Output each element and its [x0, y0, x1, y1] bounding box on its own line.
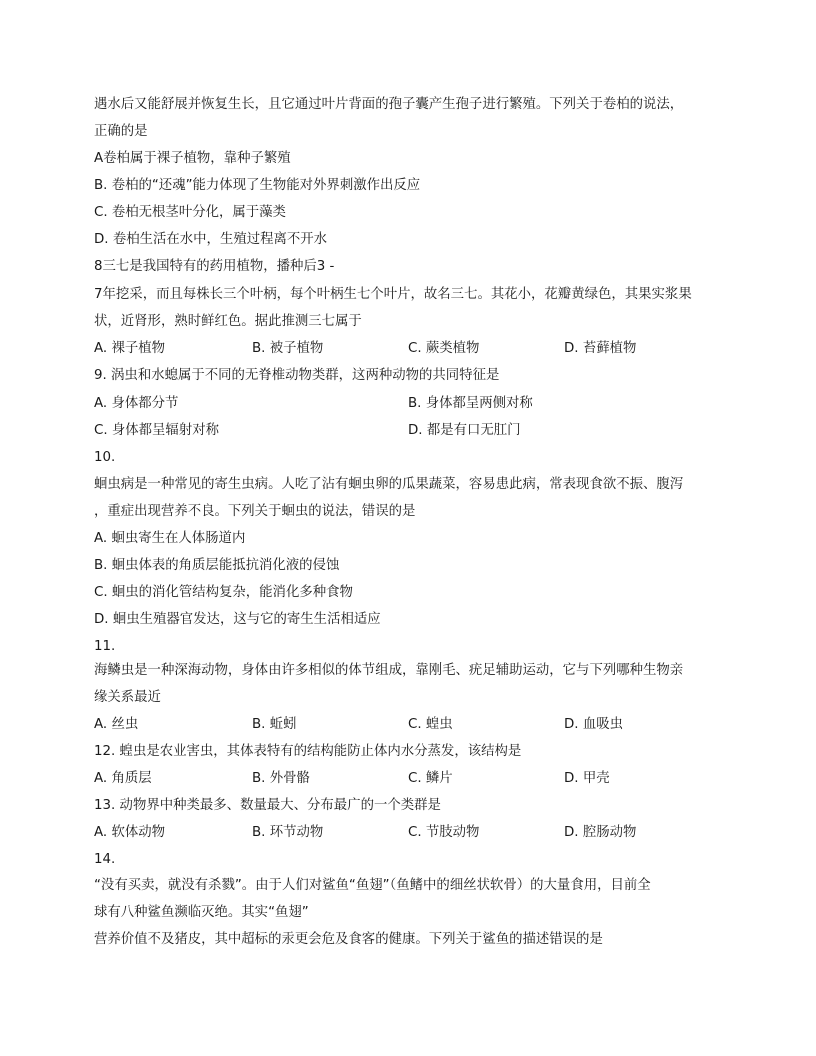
q12-option-c: C. 鳞片 — [408, 771, 453, 786]
q11-number: 11. — [94, 639, 116, 654]
q10-option-b: B. 蛔虫体表的角质层能抵抗消化液的侵蚀 — [94, 558, 340, 573]
q13-options-row — [94, 824, 734, 842]
q14-stem-line2: 球有八种鲨鱼濒临灭绝。其实“鱼翅” — [94, 905, 309, 920]
q9-option-a: A. 身体都分节 — [94, 396, 179, 411]
q9-stem: 9. 涡虫和水螅属于不同的无脊椎动物类群，这两种动物的共同特征是 — [94, 368, 500, 383]
q14-stem-line3: 营养价值不及猪皮，其中超标的汞更会危及食客的健康。下列关于鲨鱼的描述错误的是 — [94, 932, 603, 947]
q9-option-d: D. 都是有口无肛门 — [408, 423, 521, 438]
q7-option-a: A卷柏属于裸子植物，靠种子繁殖 — [94, 151, 291, 166]
q8-options-row — [94, 340, 734, 358]
q11-options-row — [94, 716, 734, 734]
q9-option-b: B. 身体都呈两侧对称 — [408, 396, 533, 411]
q12-options-row — [94, 770, 734, 788]
q8-option-a: A. 裸子植物 — [94, 341, 165, 356]
q10-option-d: D. 蛔虫生殖器官发达，这与它的寄生生活相适应 — [94, 612, 381, 627]
q9-options-row2 — [94, 422, 734, 440]
q8-option-c: C. 蕨类植物 — [408, 341, 480, 356]
q14-stem-line1: “没有买卖，就没有杀戮”。由于人们对鲨鱼“鱼翅”（鱼鳍中的细丝状软骨）的大量食用，目前全 — [94, 878, 651, 893]
q12-option-b: B. 外骨骼 — [252, 771, 310, 786]
q7-stem-line2: 正确的是 — [94, 124, 148, 139]
q8-stem-line2: 7年挖采，而且每株长三个叶柄，每个叶柄生七个叶片，故名三七。其花小，花瓣黄绿色，其果实浆果 — [94, 287, 692, 302]
q9-option-c: C. 身体都呈辐射对称 — [94, 423, 219, 438]
q11-option-b: B. 蚯蚓 — [252, 717, 297, 732]
q10-number: 10. — [94, 450, 116, 465]
q11-stem-line1: 海鳞虫是一种深海动物，身体由许多相似的体节组成，靠刚毛、疣足辅助运动，它与下列哪种生物亲 — [94, 663, 684, 678]
q12-stem: 12. 蝗虫是农业害虫，其体表特有的结构能防止体内水分蒸发，该结构是 — [94, 744, 522, 759]
q13-stem: 13. 动物界中种类最多、数量最大、分布最广的一个类群是 — [94, 798, 441, 813]
q7-option-d: D. 卷柏生活在水中，生殖过程离不开水 — [94, 232, 328, 247]
q8-stem-line3: 状，近肾形，熟时鲜红色。据此推测三七属于 — [94, 314, 362, 329]
q8-stem-line1: 8三七是我国特有的药用植物，播种后3 - — [94, 259, 335, 274]
q10-option-a: A. 蛔虫寄生在人体肠道内 — [94, 531, 246, 546]
q11-option-d: D. 血吸虫 — [564, 717, 623, 732]
q7-stem-line1: 遇水后又能舒展并恢复生长，且它通过叶片背面的孢子囊产生孢子进行繁殖。下列关于卷柏的说法， — [94, 97, 684, 112]
q7-option-b: B. 卷柏的“还魂”能力体现了生物能对外界刺激作出反应 — [94, 178, 421, 193]
q12-option-d: D. 甲壳 — [564, 771, 610, 786]
q8-option-d: D. 苔藓植物 — [564, 341, 637, 356]
q10-stem-line1: 蛔虫病是一种常见的寄生虫病。人吃了沾有蛔虫卵的瓜果蔬菜，容易患此病，常表现食欲不振、腹泻 — [94, 477, 684, 492]
q8-option-b: B. 被子植物 — [252, 341, 324, 356]
q9-options-row1 — [94, 395, 734, 413]
q13-option-a: A. 软体动物 — [94, 825, 165, 840]
q7-option-c: C. 卷柏无根茎叶分化，属于藻类 — [94, 205, 286, 220]
q11-option-a: A. 丝虫 — [94, 717, 139, 732]
q13-option-b: B. 环节动物 — [252, 825, 324, 840]
q14-number: 14. — [94, 852, 116, 867]
q13-option-d: D. 腔肠动物 — [564, 825, 637, 840]
q11-option-c: C. 蝗虫 — [408, 717, 453, 732]
q11-stem-line2: 缘关系最近 — [94, 690, 161, 705]
q13-option-c: C. 节肢动物 — [408, 825, 480, 840]
q10-stem-line2: ，重症出现营养不良。下列关于蛔虫的说法，错误的是 — [94, 504, 416, 519]
q12-option-a: A. 角质层 — [94, 771, 152, 786]
q10-option-c: C. 蛔虫的消化管结构复杂，能消化多种食物 — [94, 585, 353, 600]
